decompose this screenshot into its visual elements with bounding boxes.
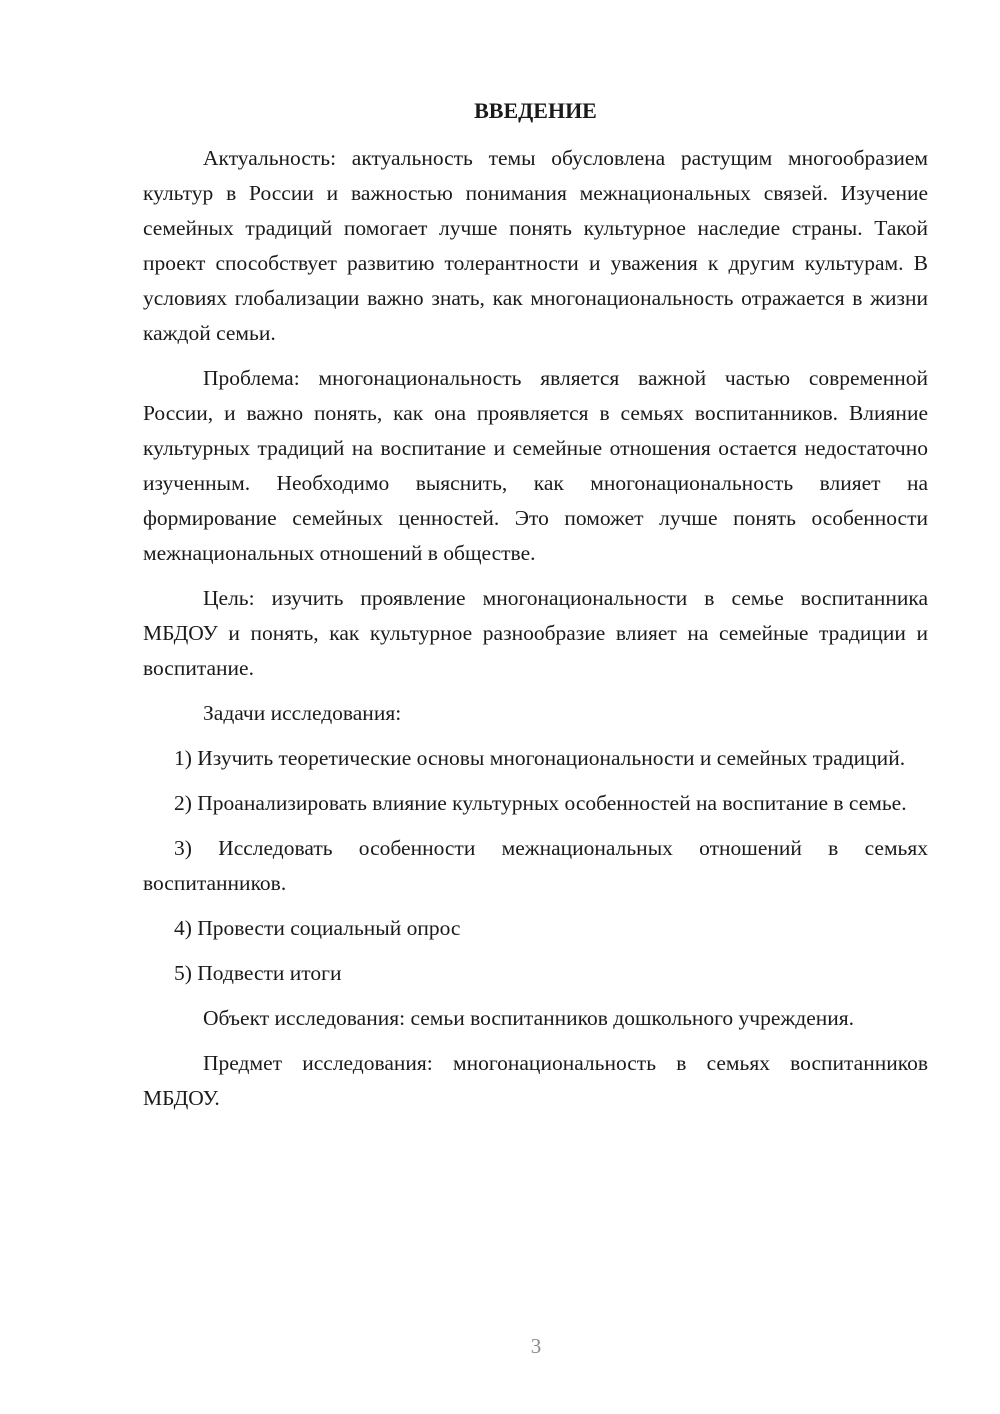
object-paragraph: Объект исследования: семьи воспитанников дошкольного учреждения. [203, 1006, 855, 1030]
task-item-1: 1) Изучить теоретические основы многонациональности и семейных традиций. [174, 746, 906, 770]
page-number: 3 [530, 1334, 542, 1358]
problem-paragraph: Проблема: многонациональность является важной частью современной России, и важно понять, как она проявляется в семьях воспитанников. Влияние культурных традиций на воспитание и семейные отношения остается недостаточно изученным. Необходимо выяснить, как многонациональность влияет на формирование семейных ценностей. Это поможет лучше понять особенности межнациональных отношений в обществе. [143, 366, 928, 565]
task-item-4: 4) Провести социальный опрос [174, 916, 461, 940]
task-item-5: 5) Подвести итоги [174, 961, 342, 985]
goal-paragraph: Цель: изучить проявление многонациональности в семье воспитанника МБДОУ и понять, как культурное разнообразие влияет на семейные традиции и воспитание. [143, 586, 928, 680]
tasks-title: Задачи исследования: [203, 701, 402, 725]
page-title: ВВЕДЕНИЕ [474, 98, 597, 123]
task-item-3: 3) Исследовать особенности межнациональных отношений в семьях воспитанников. [143, 836, 928, 895]
subject-paragraph: Предмет исследования: многонациональность в семьях воспитанников МБДОУ. [143, 1051, 928, 1110]
relevance-paragraph: Актуальность: актуальность темы обусловлена растущим многообразием культур в России и важностью понимания межнациональных связей. Изучение семейных традиций помогает лучше понять культурное наследие страны. Такой проект способствует развитию толерантности и уважения к другим культурам. В условиях глобализации важно знать, как многонациональность отражается в жизни каждой семьи. [143, 146, 928, 345]
document-page [143, 96, 928, 1126]
task-item-2: 2) Проанализировать влияние культурных особенностей на воспитание в семье. [174, 791, 907, 815]
